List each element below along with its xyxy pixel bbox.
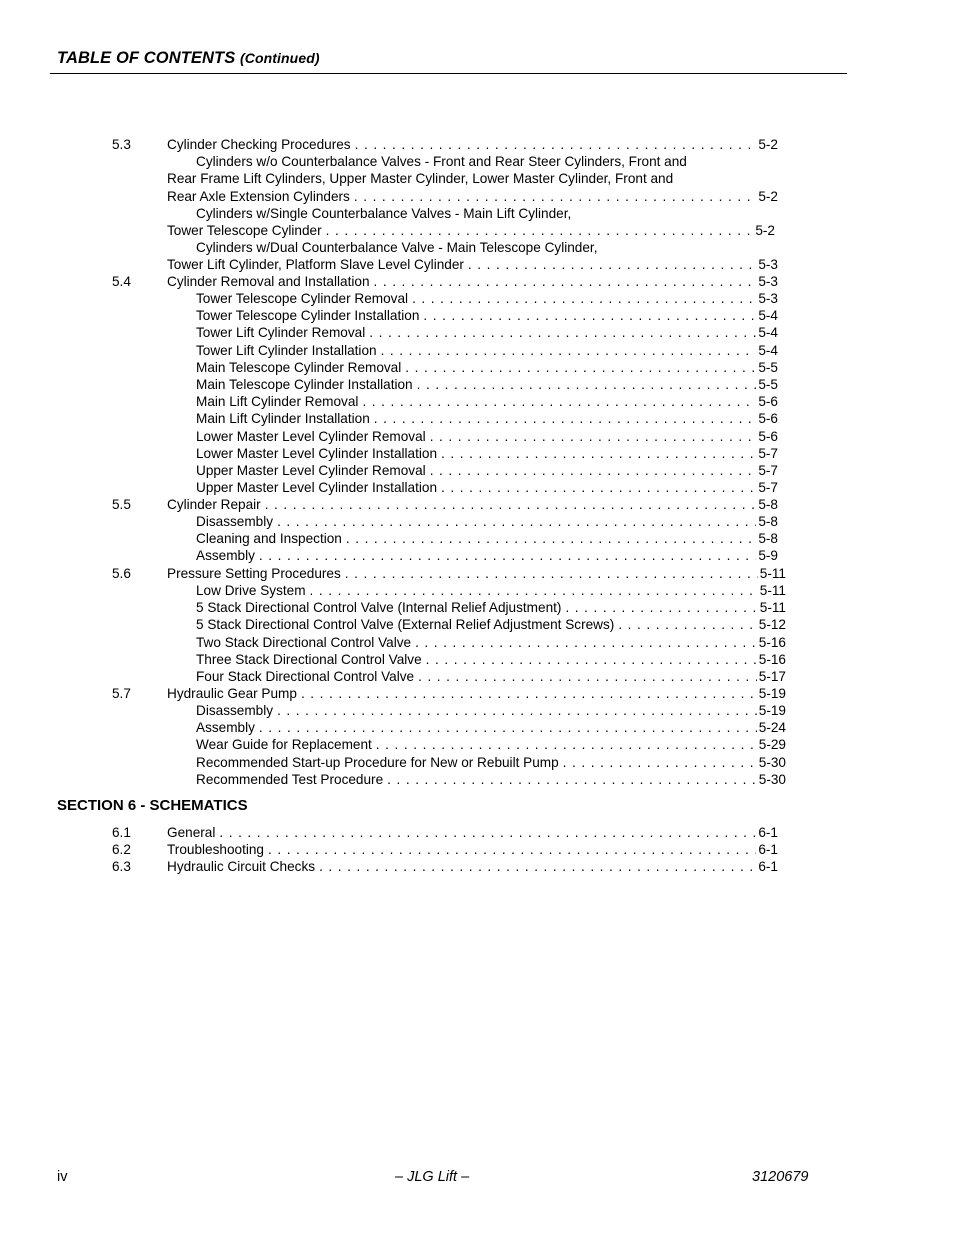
toc-entry-title: Lower Master Level Cylinder Installation	[196, 445, 438, 461]
toc-number: 6.1	[112, 825, 131, 840]
toc-entry-title: Main Telescope Cylinder Installation	[196, 377, 413, 392]
toc-entry[interactable]	[196, 634, 786, 651]
toc-entry[interactable]	[196, 754, 786, 771]
toc-entry-title: Hydraulic Gear Pump	[167, 686, 297, 701]
toc-entry-title: Pressure Setting Procedures	[167, 566, 341, 581]
toc-entry-page: 5-2	[758, 189, 778, 204]
toc-leader	[412, 290, 756, 307]
toc-entry[interactable]	[196, 307, 778, 324]
toc-entry-page: 5-2	[755, 223, 775, 238]
toc-entry-page: 5-3	[758, 274, 778, 289]
section-heading: SECTION 6 - SCHEMATICS	[57, 797, 248, 814]
toc-entry-page: 5-6	[758, 428, 778, 444]
toc-leader	[319, 858, 756, 875]
toc-entry[interactable]	[196, 599, 786, 616]
toc-entry-title: Tower Telescope Cylinder Removal	[196, 291, 409, 306]
toc-entry-title: Tower Lift Cylinder Removal	[196, 325, 366, 341]
toc-entry-title: 5 Stack Directional Control Valve (External Relief Adjustment Screws)	[196, 617, 615, 633]
toc-entry-title: Hydraulic Circuit Checks	[167, 859, 316, 875]
toc-leader	[415, 634, 757, 651]
toc-entry-page: 5-7	[758, 463, 778, 478]
toc-entry-title: Four Stack Directional Control Valve	[196, 669, 415, 684]
toc-leader	[376, 736, 757, 753]
toc-leader	[441, 479, 756, 496]
toc-entry-title: Lower Master Level Cylinder Removal	[196, 428, 426, 444]
toc-entry-page: 6-1	[758, 859, 778, 875]
toc-entry-page: 5-30	[758, 754, 786, 770]
toc-leader	[387, 771, 757, 788]
toc-leader	[441, 445, 756, 462]
toc-leader	[426, 651, 757, 668]
toc-number: 5.6	[112, 566, 131, 581]
toc-entry[interactable]	[196, 324, 778, 341]
toc-entry[interactable]	[196, 513, 778, 530]
header-rule	[50, 73, 847, 74]
toc-entry[interactable]	[167, 496, 778, 513]
toc-leader	[265, 496, 757, 513]
toc-entry-title: Upper Master Level Cylinder Installation	[196, 480, 438, 496]
toc-entry-page: 5-8	[758, 497, 778, 512]
toc-leader	[468, 256, 756, 273]
toc-entry-title: Recommended Test Procedure	[196, 771, 384, 787]
toc-leader	[301, 685, 757, 702]
toc-entry-page: 5-2	[758, 137, 778, 152]
toc-leader	[362, 393, 756, 410]
toc-entry-page: 5-19	[758, 686, 786, 701]
toc-entry-page: 5-6	[758, 394, 778, 410]
toc-leader	[277, 702, 757, 719]
toc-entry[interactable]	[167, 858, 778, 875]
toc-text-line: Rear Frame Lift Cylinders, Upper Master Cylinder, Lower Master Cylinder, Front and	[167, 171, 674, 186]
toc-entry-page: 5-24	[758, 720, 786, 736]
toc-entry-title: Cleaning and Inspection	[196, 531, 342, 547]
toc-entry-title: Assembly	[196, 548, 255, 564]
toc-entry[interactable]	[196, 479, 778, 496]
toc-entry-page: 5-19	[758, 703, 786, 718]
toc-entry-title: 5 Stack Directional Control Valve (Internal Relief Adjustment)	[196, 600, 562, 616]
toc-entry-title: General	[167, 825, 216, 840]
toc-entry[interactable]	[167, 273, 778, 290]
toc-leader	[618, 616, 756, 633]
toc-entry[interactable]	[196, 736, 786, 753]
toc-number: 5.4	[112, 274, 131, 289]
toc-leader	[259, 547, 756, 564]
toc-entry-page: 5-11	[759, 600, 786, 616]
toc-entry-title: Troubleshooting	[167, 842, 264, 858]
toc-entry-page: 5-3	[758, 291, 778, 306]
toc-leader	[345, 565, 758, 582]
toc-leader	[423, 307, 756, 324]
toc-entry-title: Upper Master Level Cylinder Removal	[196, 463, 426, 478]
toc-entry-title: Disassembly	[196, 703, 274, 718]
toc-text-line: Cylinders w/Dual Counterbalance Valve - Main Telescope Cylinder,	[196, 240, 598, 255]
toc-text-line: Cylinders w/o Counterbalance Valves - Front and Rear Steer Cylinders, Front and	[196, 154, 687, 169]
toc-entry-page: 5-16	[758, 651, 786, 667]
toc-entry[interactable]	[167, 841, 778, 858]
toc-text-line: Cylinders w/Single Counterbalance Valves - Main Lift Cylinder,	[196, 206, 572, 221]
toc-entry[interactable]	[167, 136, 778, 153]
toc-entry-title: Wear Guide for Replacement	[196, 737, 372, 753]
toc-entry[interactable]	[196, 668, 786, 685]
toc-entry-page: 5-5	[758, 359, 778, 375]
toc-entry-page: 5-17	[758, 669, 786, 684]
toc-entry[interactable]	[196, 462, 778, 479]
toc-leader	[405, 359, 756, 376]
toc-entry-title: Tower Telescope Cylinder	[167, 223, 322, 238]
toc-entry-title: Disassembly	[196, 514, 274, 529]
toc-entry-page: 5-4	[758, 342, 778, 358]
header-title: TABLE OF CONTENTS	[57, 49, 236, 67]
toc-entry[interactable]	[167, 685, 786, 702]
toc-entry[interactable]	[196, 342, 778, 359]
toc-entry-page: 5-16	[758, 634, 786, 650]
toc-entry[interactable]	[196, 616, 786, 633]
toc-number: 6.3	[112, 859, 131, 875]
toc-entry-page: 5-29	[758, 737, 786, 753]
toc-entry-page: 5-8	[758, 531, 778, 547]
toc-entry-title: Two Stack Directional Control Valve	[196, 634, 412, 650]
toc-entry-page: 5-9	[758, 548, 778, 564]
toc-entry[interactable]	[196, 445, 778, 462]
toc-leader	[277, 513, 756, 530]
toc-entry-title: Cylinder Checking Procedures	[167, 137, 351, 152]
toc-entry[interactable]	[196, 719, 786, 736]
toc-entry-page: 5-11	[759, 583, 786, 598]
toc-leader	[346, 530, 756, 547]
toc-entry[interactable]	[196, 376, 778, 393]
toc-entry[interactable]	[196, 410, 778, 427]
toc-leader	[563, 754, 757, 771]
toc-entry-page: 5-4	[758, 308, 778, 324]
toc-entry-page: 5-4	[758, 325, 778, 341]
toc-leader	[430, 462, 757, 479]
toc-leader	[354, 188, 756, 205]
toc-leader	[268, 841, 756, 858]
toc-leader	[326, 222, 754, 239]
toc-entry[interactable]	[196, 547, 778, 564]
toc-leader	[374, 273, 757, 290]
header-continued: (Continued)	[240, 50, 320, 66]
toc-entry-title: Cylinder Removal and Installation	[167, 274, 370, 289]
toc-entry-page: 5-3	[758, 257, 778, 272]
toc-entry-title: Low Drive System	[196, 583, 306, 598]
toc-entry-title: Main Lift Cylinder Removal	[196, 394, 359, 410]
toc-entry-page: 5-7	[758, 445, 778, 461]
toc-leader	[369, 324, 756, 341]
toc-entry[interactable]	[167, 256, 778, 273]
toc-leader	[565, 599, 757, 616]
toc-number: 5.5	[112, 497, 131, 512]
toc-entry[interactable]	[167, 565, 786, 582]
toc-leader	[374, 410, 757, 427]
toc-leader	[355, 136, 757, 153]
toc-entry[interactable]	[196, 651, 786, 668]
footer-page-number: iv	[57, 1169, 68, 1185]
toc-leader	[417, 376, 757, 393]
toc-entry-title: Three Stack Directional Control Valve	[196, 651, 422, 667]
toc-entry-title: Main Lift Cylinder Installation	[196, 411, 370, 427]
toc-entry[interactable]	[167, 824, 778, 841]
toc-entry-page: 6-1	[758, 825, 778, 840]
toc-entry-title: Cylinder Repair	[167, 497, 261, 512]
toc-leader	[310, 582, 758, 599]
toc-entry-title: Tower Telescope Cylinder Installation	[196, 308, 420, 324]
toc-entry[interactable]	[196, 771, 786, 788]
toc-entry-title: Assembly	[196, 720, 255, 736]
toc-entry-title: Tower Lift Cylinder Installation	[196, 342, 377, 358]
page-header	[57, 49, 320, 68]
toc-entry-page: 5-7	[758, 480, 778, 496]
toc-leader	[219, 824, 756, 841]
toc-entry[interactable]	[196, 582, 786, 599]
toc-leader	[259, 719, 757, 736]
toc-leader	[430, 428, 757, 445]
toc-entry-page: 5-8	[758, 514, 778, 529]
toc-number: 6.2	[112, 842, 131, 858]
toc-number: 5.7	[112, 686, 131, 701]
toc-leader	[418, 668, 757, 685]
toc-entry-page: 5-11	[759, 566, 786, 581]
toc-entry-title: Rear Axle Extension Cylinders	[167, 189, 350, 204]
toc-number: 5.3	[112, 137, 131, 152]
toc-entry[interactable]	[167, 222, 775, 239]
toc-entry[interactable]	[196, 428, 778, 445]
footer-brand: – JLG Lift –	[395, 1169, 470, 1185]
toc-entry-page: 5-12	[758, 617, 786, 633]
toc-entry-title: Main Telescope Cylinder Removal	[196, 359, 402, 375]
toc-entry-page: 6-1	[758, 842, 778, 858]
toc-leader	[381, 342, 757, 359]
toc-entry-page: 5-30	[758, 771, 786, 787]
toc-entry[interactable]	[196, 530, 778, 547]
toc-entry[interactable]	[167, 188, 778, 205]
toc-entry-title: Recommended Start-up Procedure for New or Rebuilt Pump	[196, 754, 559, 770]
toc-entry[interactable]	[196, 702, 786, 719]
toc-entry[interactable]	[196, 359, 778, 376]
toc-entry[interactable]	[196, 290, 778, 307]
toc-entry-title: Tower Lift Cylinder, Platform Slave Level Cylinder	[167, 257, 464, 272]
footer-doc-number: 3120679	[752, 1169, 809, 1185]
toc-entry[interactable]	[196, 393, 778, 410]
toc-entry-page: 5-5	[758, 377, 778, 392]
toc-entry-page: 5-6	[758, 411, 778, 427]
